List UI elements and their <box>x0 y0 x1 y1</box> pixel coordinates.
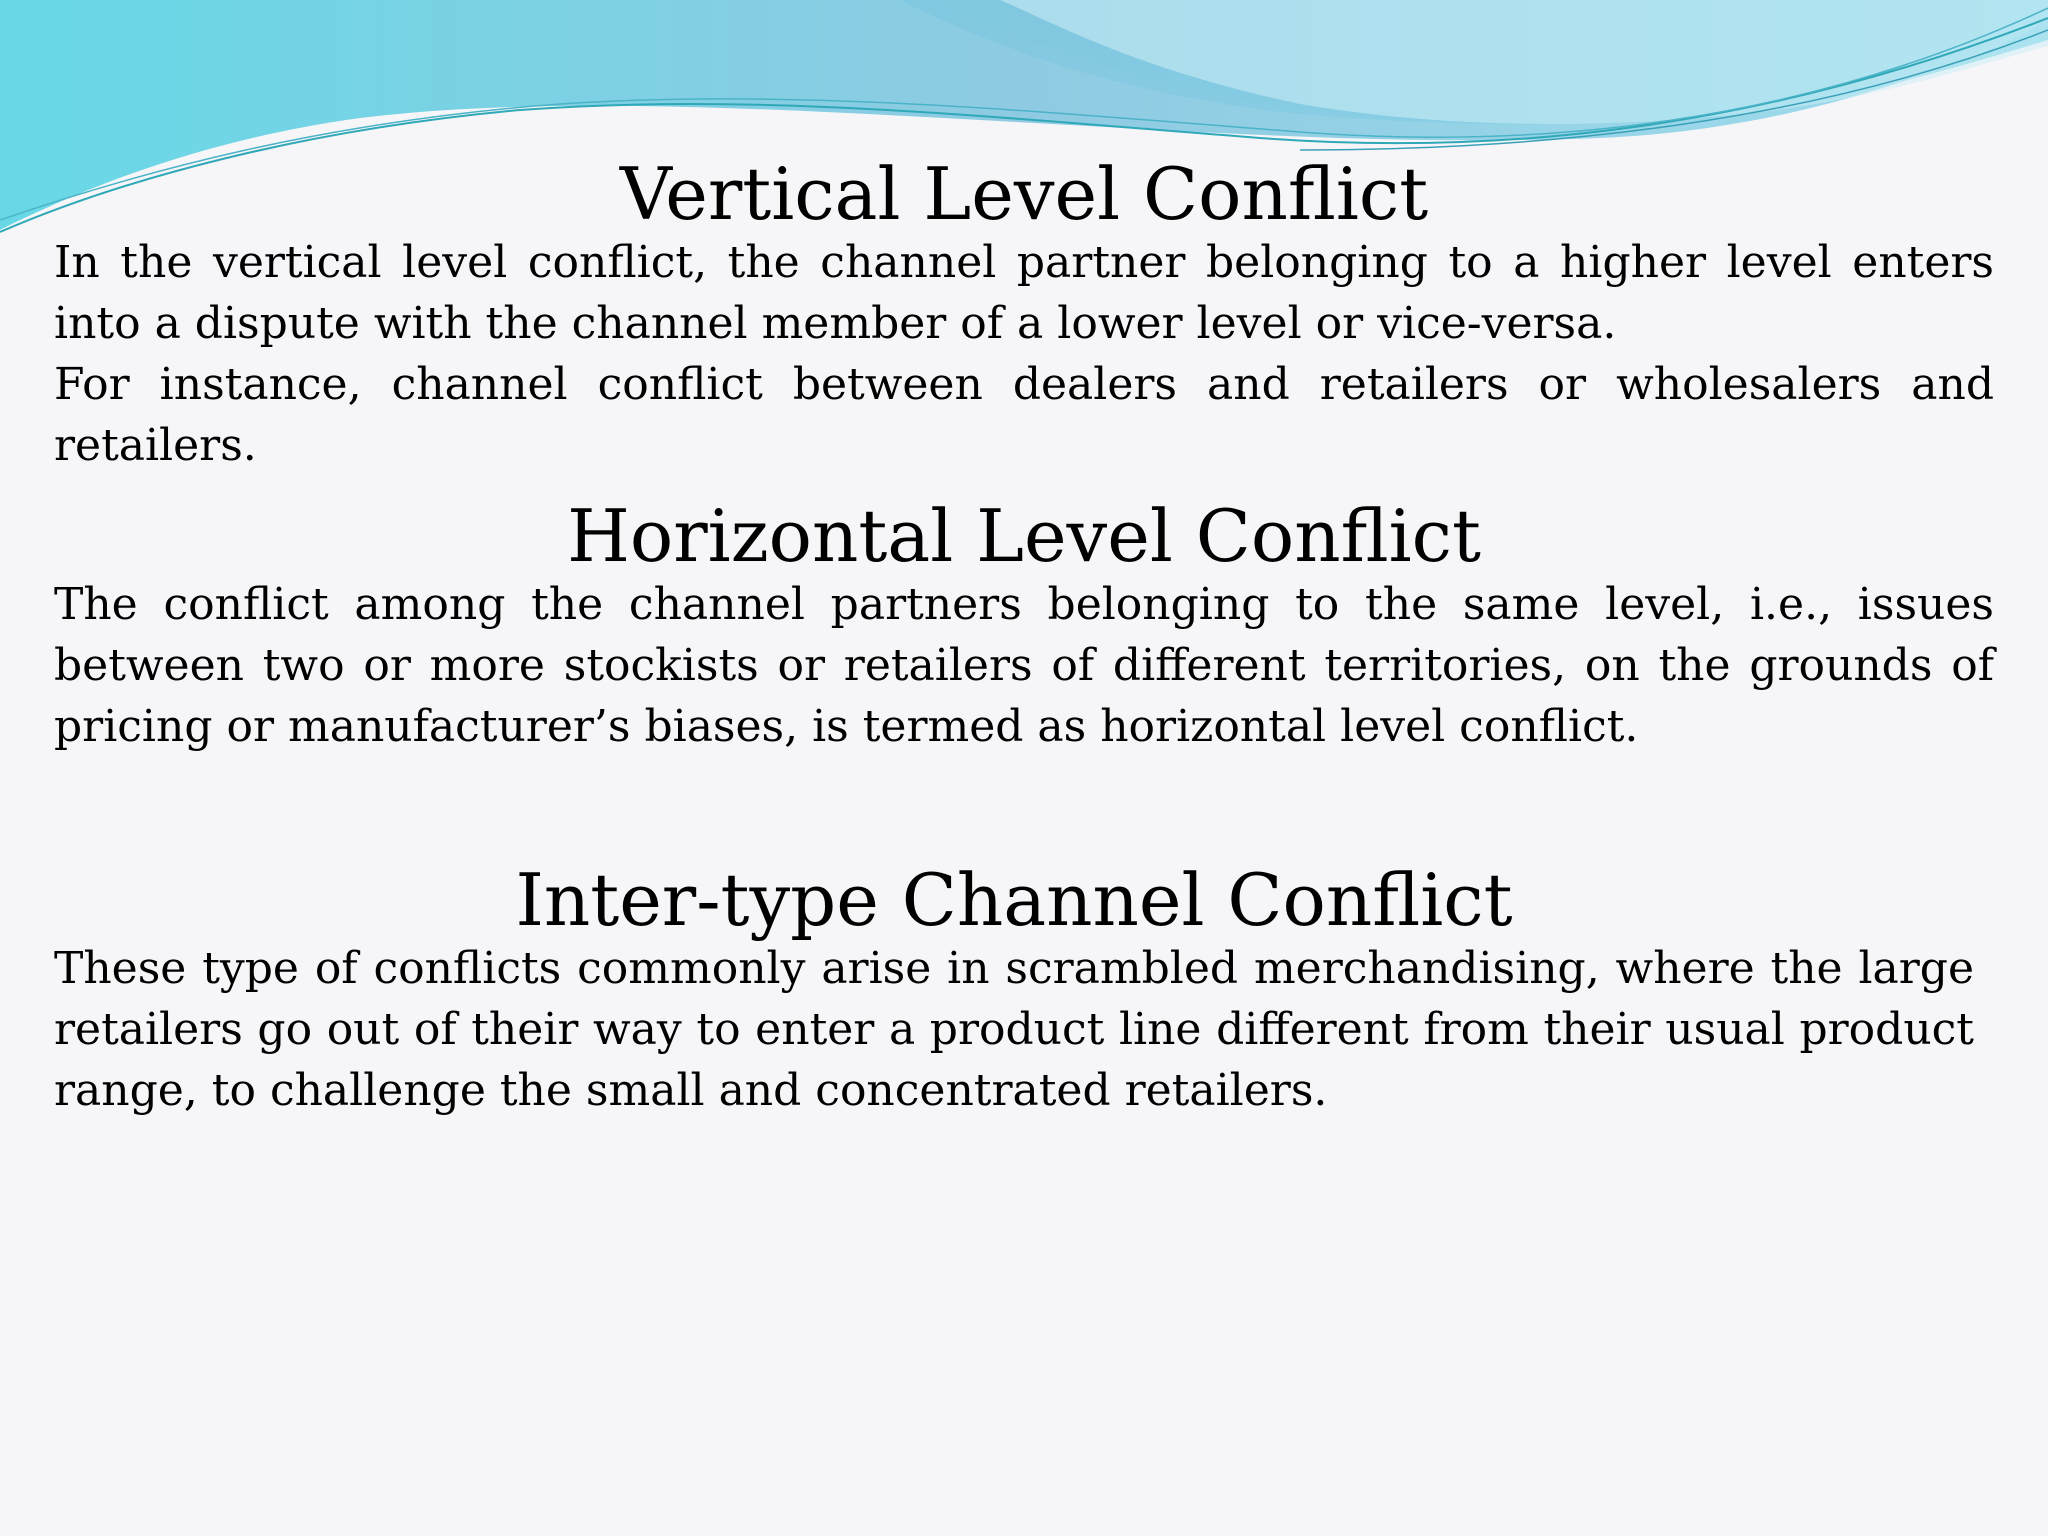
section-vertical-conflict <box>54 150 1994 476</box>
section-title: Vertical Level Conflict <box>619 152 1429 236</box>
paragraph: These type of conflicts commonly arise in scrambled merchandising, where the large retailers go out of their way to enter a product line different from their usual product range, to challenge the small and concentrated retailers. <box>54 943 1974 1116</box>
section-body <box>54 232 1994 476</box>
section-title: Horizontal Level Conflict <box>567 494 1481 578</box>
section-horizontal-conflict <box>54 492 1994 757</box>
section-body <box>54 938 1974 1121</box>
section-title: Inter-type Channel Conflict <box>515 858 1513 942</box>
paragraph: The conflict among the channel partners belonging to the same level, i.e., issues between two or more stockists or retailers of different territories, on the grounds of pricing or manufacturer’s biases, is termed as horizontal level conflict. <box>54 579 1994 752</box>
section-inter-type-conflict <box>54 856 1974 1121</box>
section-body <box>54 574 1994 757</box>
paragraph: For instance, channel conflict between dealers and retailers or wholesalers and retailers. <box>54 359 1994 471</box>
paragraph: In the vertical level conflict, the channel partner belonging to a higher level enters into a dispute with the channel member of a lower level or vice-versa. <box>54 237 1994 349</box>
